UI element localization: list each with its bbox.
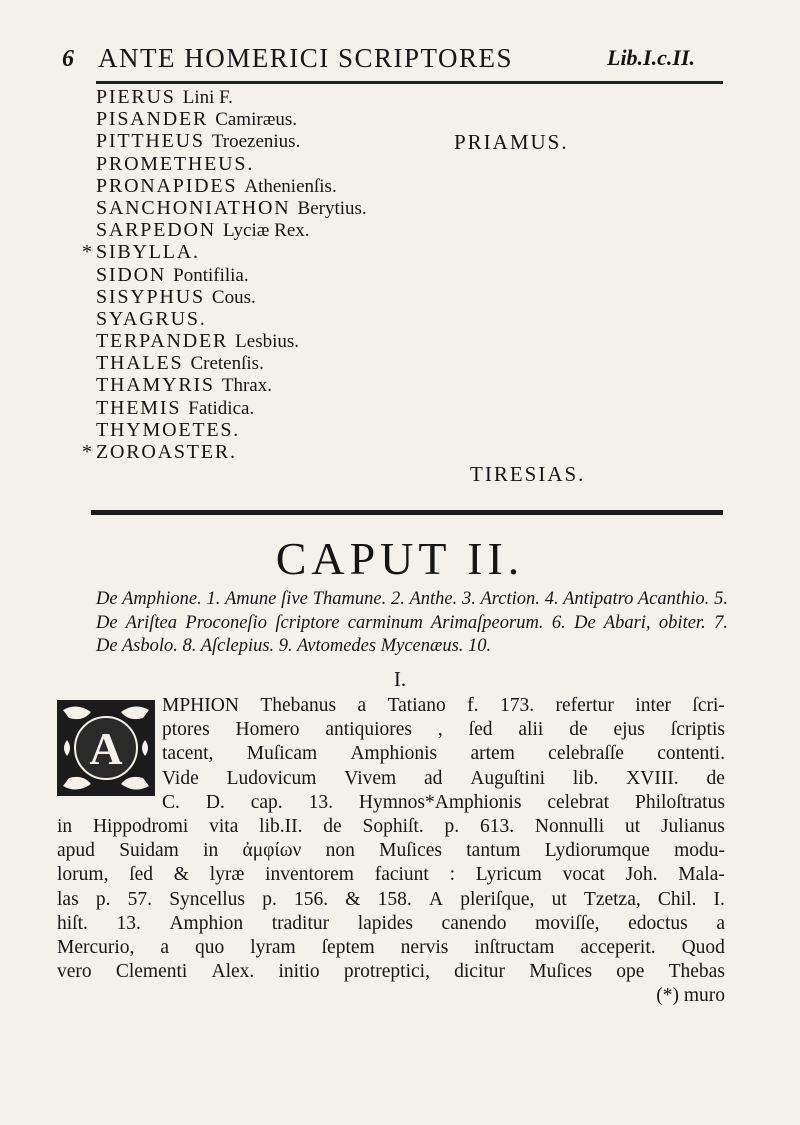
word: Tzetza, xyxy=(583,888,641,910)
word: a xyxy=(357,695,367,716)
text-line xyxy=(57,767,725,791)
word: Julianus xyxy=(660,815,725,837)
author-description: Athenienſis. xyxy=(244,175,337,197)
author-description: Pontifilia. xyxy=(173,264,249,286)
word: 158. xyxy=(377,888,412,910)
word: Hymnos*Amphionis xyxy=(358,791,522,813)
text-line xyxy=(57,815,725,839)
author-description: Lyciæ Rex. xyxy=(222,220,310,242)
word: de xyxy=(706,767,725,789)
list-item xyxy=(82,241,736,264)
word: C. xyxy=(162,791,180,813)
asterisk-mark: * xyxy=(82,441,92,463)
summary-item: De Ariſtea Proconeſio ſcriptore carminum Arimaſpeorum. 6. xyxy=(96,612,566,633)
word: Suidam xyxy=(119,840,179,862)
word: D. xyxy=(205,791,225,813)
author-description: Cous. xyxy=(211,286,256,308)
author-description: Lesbius. xyxy=(235,331,300,353)
word: lib.II. xyxy=(259,815,303,837)
author-name: THEMIS xyxy=(96,396,182,419)
word: f. xyxy=(467,695,479,716)
word: Mala- xyxy=(678,864,725,886)
author-description: Camiræus. xyxy=(215,109,298,131)
author-name: ZOROASTER. xyxy=(96,441,237,463)
word: ptores xyxy=(162,719,210,741)
word: 613. xyxy=(479,815,515,837)
word: Vivem xyxy=(344,767,397,789)
word: , xyxy=(437,719,443,741)
word: Joh. xyxy=(625,864,658,886)
word: celebrat xyxy=(547,791,610,813)
word: p. xyxy=(262,888,277,910)
word: 13. xyxy=(308,791,333,813)
word: cap. xyxy=(250,791,283,813)
word: las xyxy=(57,888,79,910)
word: lyræ xyxy=(209,864,245,886)
author-description: Fatidica. xyxy=(188,397,255,419)
word: Vide xyxy=(162,767,199,789)
author-name: SANCHONIATHON xyxy=(96,196,291,219)
word: Chil. xyxy=(657,888,697,910)
word: XVIII. xyxy=(626,767,679,789)
word: apud xyxy=(57,840,95,862)
word: ſed xyxy=(468,719,493,741)
author-description: Cretenſis. xyxy=(190,353,264,375)
text-line xyxy=(57,960,725,984)
author-name: THALES xyxy=(96,352,184,375)
word: quo xyxy=(195,936,225,958)
asterisk-mark: * xyxy=(82,241,92,264)
author-description: Thrax. xyxy=(221,375,272,397)
list-item xyxy=(96,397,736,419)
word: 57. xyxy=(127,888,153,910)
word: p. xyxy=(95,888,111,910)
word: antiquiores xyxy=(325,719,412,741)
summary-item: Amune ſive Thamune. 2. xyxy=(224,589,405,609)
word: in xyxy=(57,815,73,837)
word: modu- xyxy=(674,840,725,862)
word: ſed xyxy=(129,864,154,886)
list-item xyxy=(96,219,736,241)
catchword: (*) muro xyxy=(656,985,725,1007)
word: Auguſtini xyxy=(470,767,546,789)
text-line xyxy=(57,912,725,936)
word: inſtructam xyxy=(474,936,555,958)
summary-item: Antipatro Acanthio. 5. xyxy=(563,589,729,609)
catchword-line xyxy=(57,984,725,1008)
summary-item: Arction. 4. xyxy=(480,589,559,609)
summary-item: Anthe. 3. xyxy=(409,589,476,609)
word: Tatiano xyxy=(387,695,446,716)
word: Thebanus xyxy=(260,695,337,716)
list-item xyxy=(96,264,736,286)
text-line xyxy=(57,791,725,815)
word: Ludovicum xyxy=(226,767,317,789)
word: tantum xyxy=(466,840,521,862)
initial-letter: A xyxy=(89,723,123,774)
summary-item: Avtomedes Mycenæus. 10. xyxy=(296,636,492,656)
list-item xyxy=(96,330,736,352)
word: a xyxy=(716,912,725,934)
word: 13. xyxy=(116,912,141,934)
header-rule xyxy=(96,81,723,84)
author-name: SISYPHUS xyxy=(96,285,205,308)
chapter-title: CAPUT II. xyxy=(275,533,525,584)
word: in xyxy=(203,840,219,862)
word: : xyxy=(449,864,456,886)
word: acceperit. xyxy=(580,936,656,958)
summary-item: De Asbolo. 8. xyxy=(96,636,197,656)
word: edoctus xyxy=(628,912,688,934)
word: Lyricum xyxy=(475,864,542,886)
list-item xyxy=(96,419,736,441)
word: Alex. xyxy=(211,961,255,983)
word: ad xyxy=(424,767,443,789)
word: inter xyxy=(635,695,672,716)
page-number: 6 xyxy=(62,46,74,72)
author-name: SIBYLLA. xyxy=(96,241,200,264)
word: contenti. xyxy=(657,743,725,765)
word: Sophiſt. xyxy=(362,815,424,837)
word: alii xyxy=(518,719,544,741)
word: 156. xyxy=(294,888,329,910)
word: p. xyxy=(444,815,460,837)
summary-item: De Abari, obiter. 7. xyxy=(574,612,728,633)
author-name: PITTHEUS xyxy=(96,130,205,153)
author-name-list xyxy=(82,86,736,463)
word: initio xyxy=(278,961,320,983)
word: Quod xyxy=(681,936,725,958)
word: ejus xyxy=(613,719,645,741)
list-item xyxy=(96,175,736,197)
word: faciunt xyxy=(374,864,429,886)
text-line xyxy=(57,718,725,742)
summary-item: De Amphione. 1. xyxy=(96,589,221,609)
word: refertur xyxy=(555,695,614,716)
author-name: PRONAPIDES xyxy=(96,174,238,197)
text-line xyxy=(57,694,725,718)
word: Syncellus xyxy=(169,888,246,910)
text-line xyxy=(57,863,725,887)
word: ut xyxy=(625,815,641,837)
body-paragraph xyxy=(57,694,725,1008)
word: Homero xyxy=(235,719,300,741)
word: artem xyxy=(470,743,515,765)
summary-item: Aſclepius. 9. xyxy=(200,636,293,656)
section-rule xyxy=(91,510,723,515)
word: I. xyxy=(713,888,725,910)
word: lib. xyxy=(572,767,599,789)
author-name: SIDON xyxy=(96,263,167,286)
author-name: THAMYRIS xyxy=(96,374,215,397)
word: Thebas xyxy=(668,961,725,983)
running-title: ANTE HOMERICI SCRIPTORES xyxy=(98,43,514,73)
word: celebraſſe xyxy=(548,743,624,765)
word: de xyxy=(323,815,342,837)
word: vita xyxy=(209,815,239,837)
word: & xyxy=(173,864,189,886)
chapter-summary xyxy=(96,588,728,659)
text-line xyxy=(57,839,725,863)
word: Clementi xyxy=(115,961,188,983)
side-name-priamus: PRIAMUS. xyxy=(454,130,569,154)
word: canendo xyxy=(441,912,507,934)
word: ut xyxy=(551,888,567,910)
word: ſeptem xyxy=(321,936,375,958)
word: ſcriptis xyxy=(670,719,725,741)
word: Muſices xyxy=(379,840,442,862)
word: Muſices xyxy=(529,961,593,983)
word: Muſicam xyxy=(246,743,318,765)
word: Lydiorumque xyxy=(544,840,650,862)
word: Hippodromi xyxy=(92,815,189,837)
book-chapter-reference: Lib.I.c.II. xyxy=(607,45,695,70)
word: MPHION xyxy=(162,695,239,716)
text-line xyxy=(57,936,725,960)
word: hiſt. xyxy=(57,912,88,934)
word: vocat xyxy=(562,864,605,886)
word: & xyxy=(345,888,361,910)
author-name: THYMOETES. xyxy=(96,418,241,441)
author-name: PISANDER xyxy=(96,108,209,131)
author-description: Berytius. xyxy=(297,197,367,219)
word: non xyxy=(325,840,355,862)
running-head xyxy=(0,6,800,73)
word: ope xyxy=(616,961,645,983)
word: ſcri- xyxy=(692,695,725,716)
list-item xyxy=(96,374,736,396)
word: moviſſe, xyxy=(535,912,600,934)
word: tacent, xyxy=(162,743,214,765)
list-item xyxy=(96,308,736,330)
word: Amphionis xyxy=(350,743,438,765)
word: nervis xyxy=(400,936,449,958)
word: A xyxy=(428,888,444,910)
word: dicitur xyxy=(454,961,506,983)
list-item xyxy=(82,441,736,463)
word: traditur xyxy=(271,912,330,934)
author-name: TERPANDER xyxy=(96,330,229,353)
list-item xyxy=(96,197,736,219)
word: Amphion xyxy=(169,912,244,934)
word: lyram xyxy=(250,936,296,958)
side-name-tiresias: TIRESIAS. xyxy=(470,462,586,486)
author-name: PROMETHEUS. xyxy=(96,152,255,175)
author-name: PIERUS xyxy=(96,86,176,108)
word: lorum, xyxy=(57,864,109,886)
word: ἀμφίων xyxy=(242,840,302,862)
list-item xyxy=(96,153,736,175)
word: pleriſque, xyxy=(460,888,535,910)
word: de xyxy=(569,719,588,741)
list-item xyxy=(96,286,736,308)
section-number: I. xyxy=(393,667,407,691)
word: Mercurio, xyxy=(57,936,135,958)
author-name: SYAGRUS. xyxy=(96,307,207,330)
word: lapides xyxy=(357,912,413,934)
list-item xyxy=(96,86,736,108)
word: vero xyxy=(57,961,92,983)
word: Nonnulli xyxy=(534,815,605,837)
word: inventorem xyxy=(265,864,354,886)
list-item xyxy=(96,108,736,130)
word: protreptici, xyxy=(343,961,430,983)
word: 173. xyxy=(499,695,535,716)
text-line xyxy=(57,742,725,766)
text-line xyxy=(57,888,725,912)
word: Philoſtratus xyxy=(635,791,725,813)
author-description: Troezenius. xyxy=(211,131,301,153)
list-item xyxy=(96,130,736,152)
author-description: Lini F. xyxy=(182,87,233,108)
author-name: SARPEDON xyxy=(96,219,216,242)
list-item xyxy=(96,352,736,374)
word: a xyxy=(160,936,170,958)
